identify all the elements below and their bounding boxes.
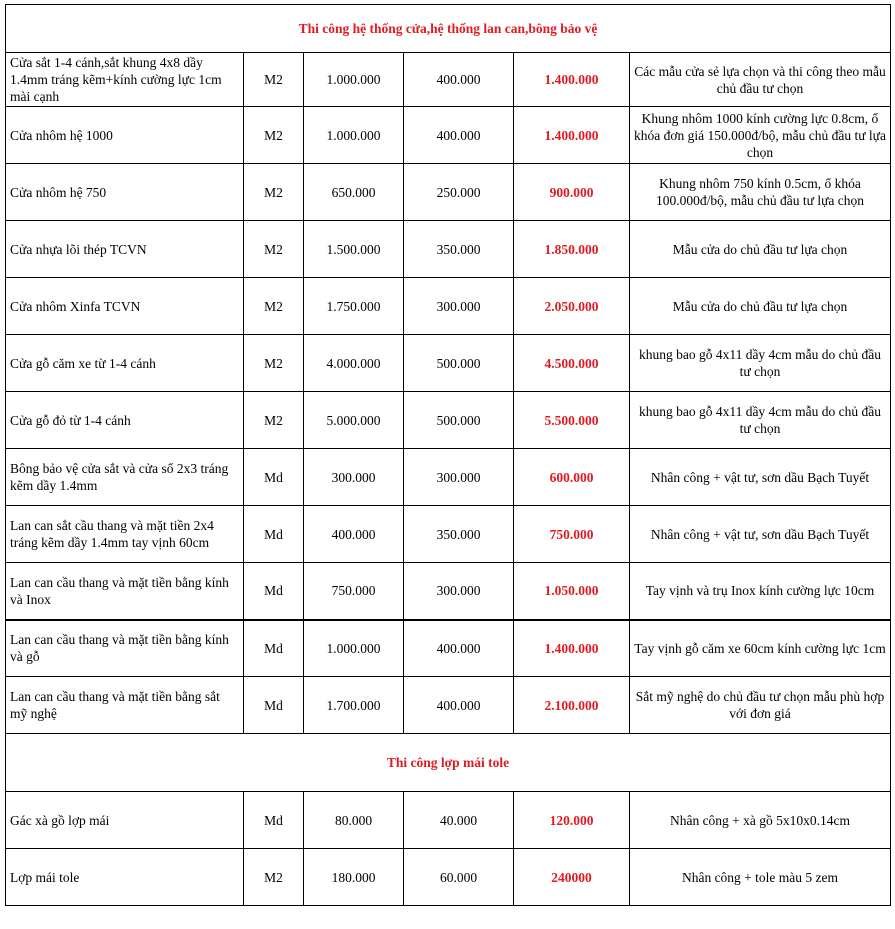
- item-total-price: 2.100.000: [514, 677, 630, 734]
- item-unit: M2: [244, 392, 304, 449]
- item-labor-price: 500.000: [404, 392, 514, 449]
- item-material-price: 750.000: [304, 563, 404, 620]
- item-material-price: 1.700.000: [304, 677, 404, 734]
- item-labor-price: 60.000: [404, 849, 514, 906]
- item-name: Cửa nhôm hệ 750: [6, 164, 244, 221]
- item-note: Nhân công + xà gồ 5x10x0.14cm: [630, 792, 891, 849]
- item-unit: M2: [244, 53, 304, 107]
- item-labor-price: 300.000: [404, 563, 514, 620]
- table-row: [6, 221, 891, 278]
- table-row: [6, 164, 891, 221]
- item-name: Cửa nhựa lõi thép TCVN: [6, 221, 244, 278]
- item-note: Nhân công + tole màu 5 zem: [630, 849, 891, 906]
- table-row: [6, 620, 891, 677]
- item-material-price: 4.000.000: [304, 335, 404, 392]
- item-unit: Md: [244, 449, 304, 506]
- section-title: Thi công hệ thống cửa,hệ thống lan can,bông bảo vệ: [6, 5, 891, 53]
- item-note: Nhân công + vật tư, sơn dầu Bạch Tuyết: [630, 506, 891, 563]
- table-row: [6, 107, 891, 164]
- item-material-price: 1.000.000: [304, 107, 404, 164]
- item-name: Lan can cầu thang và mặt tiền bằng kính và gỗ: [6, 620, 244, 677]
- item-total-price: 1.400.000: [514, 53, 630, 107]
- item-material-price: 650.000: [304, 164, 404, 221]
- table-row: [6, 449, 891, 506]
- item-labor-price: 40.000: [404, 792, 514, 849]
- item-total-price: 1.850.000: [514, 221, 630, 278]
- item-material-price: 1.500.000: [304, 221, 404, 278]
- item-material-price: 5.000.000: [304, 392, 404, 449]
- item-note: khung bao gỗ 4x11 dầy 4cm mẫu do chủ đầu tư chọn: [630, 335, 891, 392]
- item-note: khung bao gỗ 4x11 dầy 4cm mẫu do chủ đầu tư chọn: [630, 392, 891, 449]
- section-title: Thi công lợp mái tole: [6, 734, 891, 792]
- item-labor-price: 400.000: [404, 620, 514, 677]
- item-name: Bông bảo vệ cửa sắt và cửa sổ 2x3 tráng kẽm dầy 1.4mm: [6, 449, 244, 506]
- item-unit: Md: [244, 677, 304, 734]
- item-unit: Md: [244, 620, 304, 677]
- price-table: [5, 4, 891, 906]
- item-labor-price: 400.000: [404, 107, 514, 164]
- item-total-price: 900.000: [514, 164, 630, 221]
- item-total-price: 1.400.000: [514, 620, 630, 677]
- item-name: Cửa gỗ đỏ từ 1-4 cánh: [6, 392, 244, 449]
- item-material-price: 80.000: [304, 792, 404, 849]
- item-note: Sắt mỹ nghệ do chủ đầu tư chọn mẫu phù hợp với đơn giá: [630, 677, 891, 734]
- item-total-price: 5.500.000: [514, 392, 630, 449]
- item-material-price: 1.000.000: [304, 53, 404, 107]
- item-name: Cửa nhôm Xinfa TCVN: [6, 278, 244, 335]
- item-total-price: 600.000: [514, 449, 630, 506]
- item-unit: M2: [244, 164, 304, 221]
- table-row: [6, 849, 891, 906]
- table-row: [6, 792, 891, 849]
- item-labor-price: 250.000: [404, 164, 514, 221]
- table-row: [6, 392, 891, 449]
- item-unit: Md: [244, 506, 304, 563]
- item-labor-price: 300.000: [404, 449, 514, 506]
- table-row: [6, 335, 891, 392]
- table-row: [6, 677, 891, 734]
- item-note: Khung nhôm 750 kính 0.5cm, ổ khóa 100.000đ/bộ, mẫu chủ đầu tư lựa chọn: [630, 164, 891, 221]
- item-unit: Md: [244, 563, 304, 620]
- item-note: Mẫu cửa do chủ đầu tư lựa chọn: [630, 221, 891, 278]
- item-unit: M2: [244, 335, 304, 392]
- item-unit: M2: [244, 278, 304, 335]
- item-material-price: 1.750.000: [304, 278, 404, 335]
- item-material-price: 1.000.000: [304, 620, 404, 677]
- item-name: Lan can sắt cầu thang và mặt tiền 2x4 tráng kẽm dầy 1.4mm tay vịnh 60cm: [6, 506, 244, 563]
- item-total-price: 240000: [514, 849, 630, 906]
- table-row: [6, 278, 891, 335]
- item-total-price: 4.500.000: [514, 335, 630, 392]
- item-labor-price: 400.000: [404, 53, 514, 107]
- item-name: Lợp mái tole: [6, 849, 244, 906]
- section-header: [6, 734, 891, 792]
- item-name: Gác xà gồ lợp mái: [6, 792, 244, 849]
- item-note: Tay vịnh và trụ Inox kính cường lực 10cm: [630, 563, 891, 620]
- table-row: [6, 563, 891, 620]
- item-material-price: 400.000: [304, 506, 404, 563]
- item-note: Mẫu cửa do chủ đầu tư lựa chọn: [630, 278, 891, 335]
- item-name: Cửa nhôm hệ 1000: [6, 107, 244, 164]
- item-unit: M2: [244, 107, 304, 164]
- item-note: Các mẫu cửa sẻ lựa chọn và thi công theo mẫu chủ đầu tư chọn: [630, 53, 891, 107]
- item-name: Cửa gỗ căm xe từ 1-4 cánh: [6, 335, 244, 392]
- item-name: Lan can cầu thang và mặt tiền bằng kính và Inox: [6, 563, 244, 620]
- item-name: Lan can cầu thang và mặt tiền bằng sắt mỹ nghệ: [6, 677, 244, 734]
- item-total-price: 1.050.000: [514, 563, 630, 620]
- item-name: Cửa sắt 1-4 cánh,sắt khung 4x8 dầy 1.4mm tráng kẽm+kính cường lực 1cm mài cạnh: [6, 53, 244, 107]
- item-unit: Md: [244, 792, 304, 849]
- item-labor-price: 350.000: [404, 506, 514, 563]
- item-note: Nhân công + vật tư, sơn dầu Bạch Tuyết: [630, 449, 891, 506]
- item-material-price: 180.000: [304, 849, 404, 906]
- item-total-price: 750.000: [514, 506, 630, 563]
- item-unit: M2: [244, 849, 304, 906]
- item-material-price: 300.000: [304, 449, 404, 506]
- item-labor-price: 400.000: [404, 677, 514, 734]
- price-table-body: [6, 5, 891, 906]
- item-total-price: 120.000: [514, 792, 630, 849]
- item-unit: M2: [244, 221, 304, 278]
- item-total-price: 2.050.000: [514, 278, 630, 335]
- item-labor-price: 300.000: [404, 278, 514, 335]
- item-labor-price: 350.000: [404, 221, 514, 278]
- item-note: Tay vịnh gỗ căm xe 60cm kính cường lực 1cm: [630, 620, 891, 677]
- table-row: [6, 53, 891, 107]
- item-note: Khung nhôm 1000 kính cường lực 0.8cm, ổ khóa đơn giá 150.000đ/bộ, mẫu chủ đầu tư lựa chọn: [630, 107, 891, 164]
- item-labor-price: 500.000: [404, 335, 514, 392]
- table-row: [6, 506, 891, 563]
- section-header: [6, 5, 891, 53]
- item-total-price: 1.400.000: [514, 107, 630, 164]
